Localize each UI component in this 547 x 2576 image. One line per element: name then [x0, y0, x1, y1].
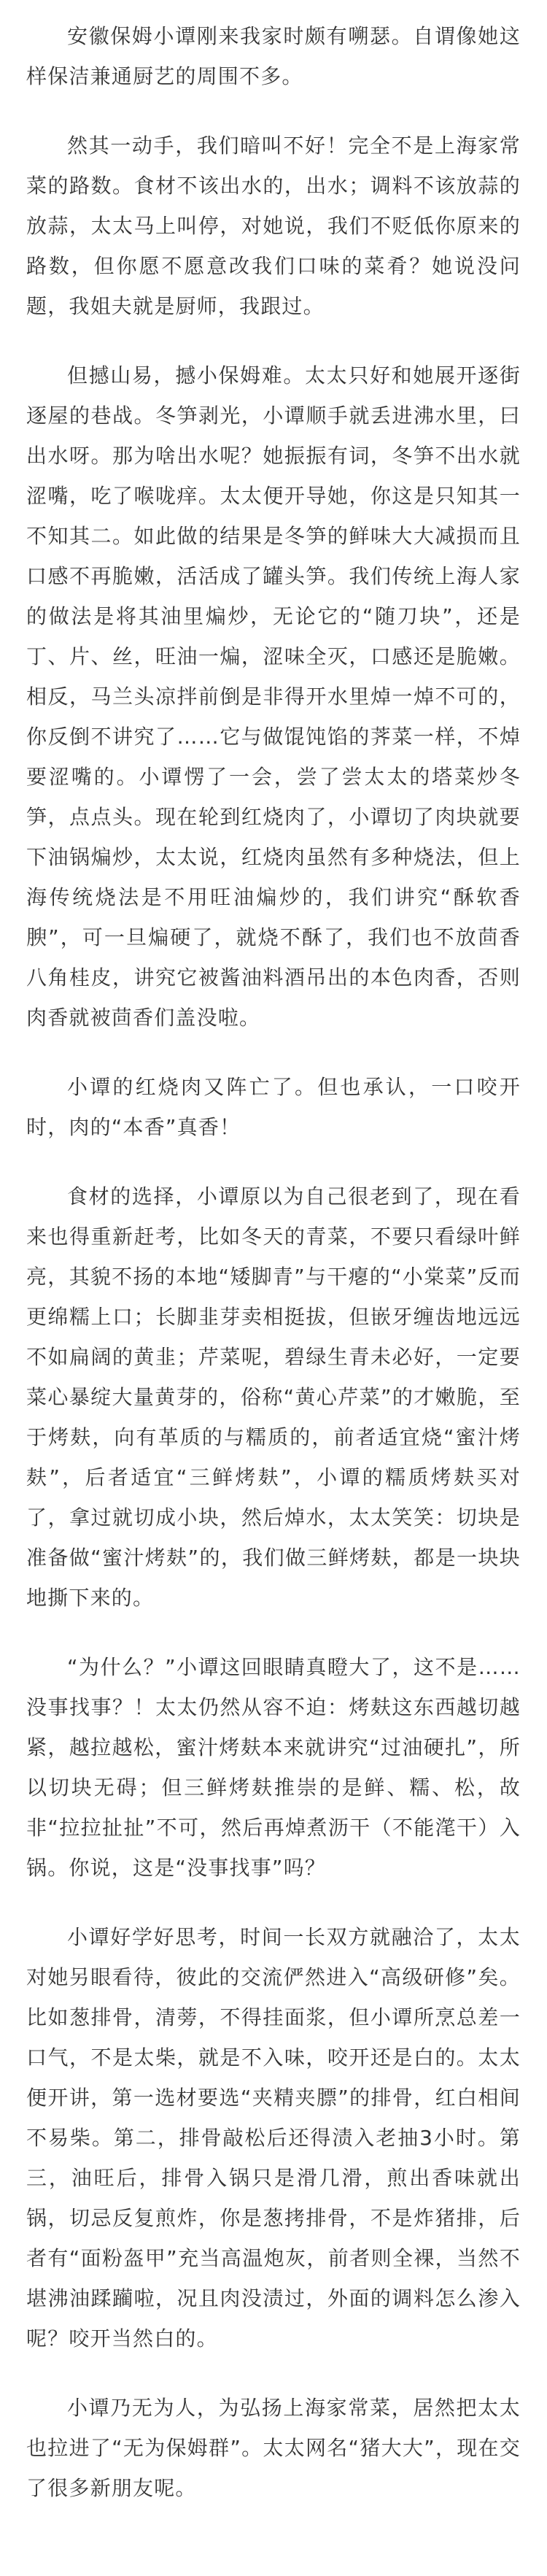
paragraph-closing: 小谭乃无为人，为弘扬上海家常菜，居然把太太也拉进了“无为保姆群”。太太网名“猪大大”，现在交了很多新朋友呢。	[26, 2396, 521, 2500]
paragraph-scallion-pork-ribs: 小谭好学好思考，时间一长双方就融洽了，太太对她另眼看待，彼此的交流俨然进入“高级研修”矣。比如葱排骨，清蒡，不得挂面浆，但小谭所烹总差一口气，不是太柴，就是不入味，咬开还是白的。太太便开讲，第一选材要选“夹精夹膘”的排骨，红白相间不易柴。第二，排骨敲松后还得渍入老抽3小时。第三，油旺后，排骨入锅只是滑几滑，煎出香味就出锅，切忌反复煎炸，你是葱拷排骨，不是炸猪排，后者有“面粉盔甲”充当高温炮灰，前者则全裸，当然不堪沸油蹂躏啦，况且肉没渍过，外面的调料怎么渗入呢？咬开当然白的。	[26, 1925, 521, 2351]
paragraph-ingredient-selection: 食材的选择，小谭原以为自己很老到了，现在看来也得重新赶考，比如冬天的青菜，不要只看绿叶鲜亮，其貌不扬的本地“矮脚青”与干瘪的“小棠菜”反而更绵糯上口；长脚韭芽卖相挺拔，但嵌牙缠齿地远远不如扁阔的黄韭；芹菜呢，碧绿生青未必好，一定要菜心暴绽大量黄芽的，俗称“黄心芹菜”的才嫩脆，至于烤麸，向有革质的与糯质的，前者适宜烧“蜜汁烤麸”，后者适宜“三鲜烤麸”，小谭的糯质烤麸买对了，拿过就切成小块，然后焯水，太太笑笑：切块是准备做“蜜汁烤麸”的，我们做三鲜烤麸，都是一块块地撕下来的。	[26, 1184, 521, 1610]
paragraph-why-tear-kaofu: “为什么？”小谭这回眼睛真瞪大了，这不是……没事找事？！太太仍然从容不迫：烤麸这东西越切越紧，越拉越松，蜜汁烤麸本来就讲究“过油硬扎”，所以切块无碍；但三鲜烤麸推崇的是鲜、糯、松，故非“拉拉扯扯”不可，然后再焯煮沥干（不能滗干）入锅。你说，这是“没事找事”吗？	[26, 1655, 521, 1880]
paragraph-first-cooking: 然其一动手，我们暗叫不好！完全不是上海家常菜的路数。食材不该出水的，出水；调料不该放蒜的放蒜，太太马上叫停，对她说，我们不贬低你原来的路数，但你愿不愿意改我们口味的菜肴？她说没问题，我姐夫就是厨师，我跟过。	[26, 134, 521, 318]
paragraph-braised-pork-result: 小谭的红烧肉又阵亡了。但也承认，一口咬开时，肉的“本香”真香！	[26, 1075, 521, 1139]
paragraph-winter-bamboo-and-braised-pork: 但撼山易，撼小保姆难。太太只好和她展开逐街逐屋的巷战。冬笋剥光，小谭顺手就丢进沸水里，曰出水呀。那为啥出水呢？她振振有词，冬笋不出水就涩嘴，吃了喉咙痒。太太便开导她，你这是只知其一不知其二。如此做的结果是冬笋的鲜味大大减损而且口感不再脆嫩，活活成了罐头笋。我们传统上海人家的做法是将其油里煸炒，无论它的“随刀块”，还是丁、片、丝，旺油一煸，涩味全灭，口感还是脆嫩。相反，马兰头凉拌前倒是非得开水里焯一焯不可的，你反倒不讲究了……它与做馄饨馅的荠菜一样，不焯要涩嘴的。小谭愣了一会，尝了尝太太的塔菜炒冬笋，点点头。现在轮到红烧肉了，小谭切了肉块就要下油锅煸炒，太太说，红烧肉虽然有多种烧法，但上海传统烧法是不用旺油煸炒的，我们讲究“酥软香腴”，可一旦煸硬了，就烧不酥了，我们也不放茴香八角桂皮，讲究它被酱油料酒吊出的本色肉香，否则肉香就被茴香们盖没啦。	[26, 363, 521, 1030]
paragraph-intro: 安徽保姆小谭刚来我家时颇有嗍瑟。自谓像她这样保洁兼通厨艺的周围不多。	[26, 24, 521, 88]
